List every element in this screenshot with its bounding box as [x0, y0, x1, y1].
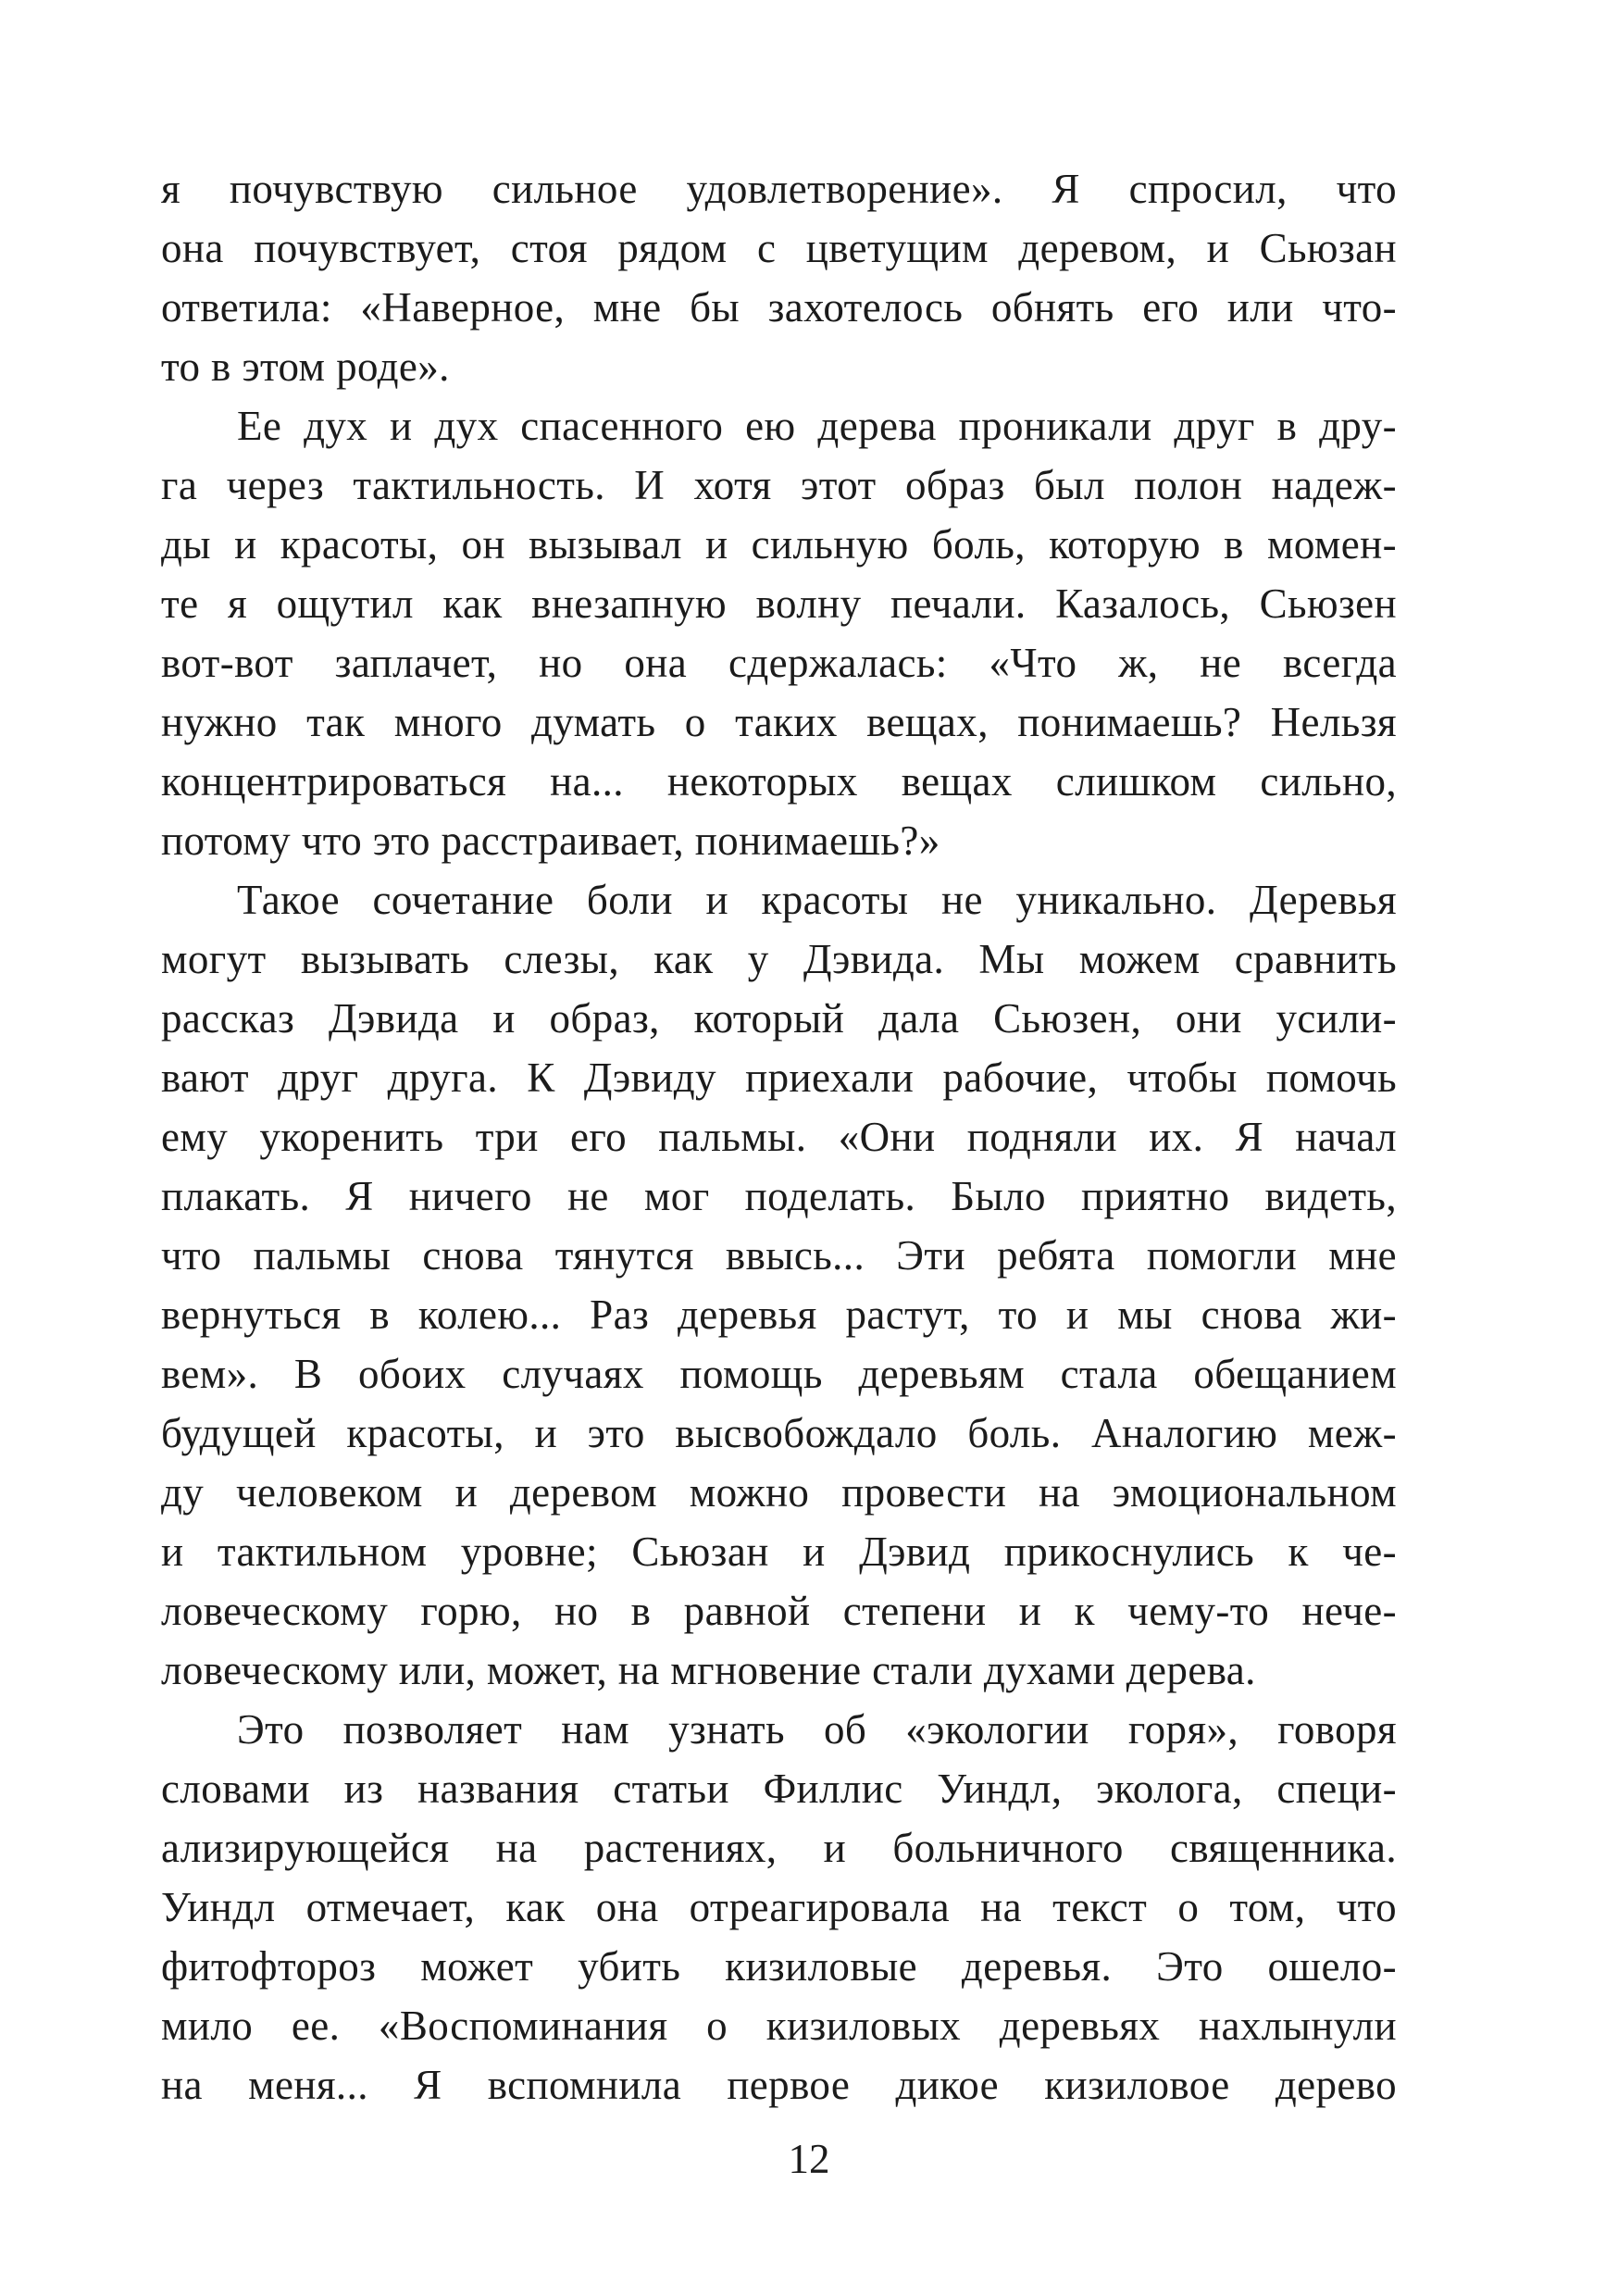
text-line: плакать. Я ничего не мог поделать. Было приятно видеть,	[161, 1173, 1397, 1219]
text-line: могут вызывать слезы, как у Дэвида. Мы можем сравнить	[161, 936, 1397, 982]
text-line: Такое сочетание боли и красоты не уникально. Деревья	[237, 877, 1397, 923]
text-line: потому что это расстраивает, понимаешь?»	[161, 817, 940, 864]
text-line: вернуться в колею... Раз деревья растут, то и мы снова жи-	[161, 1292, 1397, 1338]
text-line: ловеческому или, может, на мгновение стали духами дерева.	[161, 1647, 1256, 1693]
text-line: рассказ Дэвида и образ, который дала Сьюзен, они усили-	[161, 995, 1397, 1042]
text-line: будущей красоты, и это высвобождало боль. Аналогию меж-	[161, 1410, 1397, 1456]
text-line: ды и красоты, он вызывал и сильную боль, которую в момен-	[161, 521, 1397, 568]
text-line: я почувствую сильное удовлетворение». Я спросил, что	[161, 166, 1397, 212]
text-line: те я ощутил как внезапную волну печали. Казалось, Сьюзен	[161, 580, 1397, 627]
text-line: Ее дух и дух спасенного ею дерева проникали друг в дру-	[237, 403, 1397, 449]
text-line: ему укоренить три его пальмы. «Они подняли их. Я начал	[161, 1114, 1397, 1160]
text-line: ответила: «Наверное, мне бы захотелось обнять его или что-	[161, 284, 1397, 331]
text-line: на меня... Я вспомнила первое дикое кизиловое дерево	[161, 2062, 1397, 2108]
text-line: фитофтороз может убить кизиловые деревья. Это ошело-	[161, 1943, 1397, 1990]
text-line: Это позволяет нам узнать об «экологии горя», говоря	[237, 1706, 1397, 1753]
text-line: словами из названия статьи Филлис Уиндл, эколога, специ-	[161, 1766, 1397, 1812]
text-line: Уиндл отмечает, как она отреагировала на текст о том, что	[161, 1884, 1397, 1930]
text-line: ловеческому горю, но в равной степени и к чему-то нече-	[161, 1588, 1397, 1634]
text-line: вот-вот заплачет, но она сдержалась: «Что ж, не всегда	[161, 640, 1397, 686]
text-line: мило ее. «Воспоминания о кизиловых деревьях нахлынули	[161, 2003, 1397, 2049]
text-line: вем». В обоих случаях помощь деревьям стала обещанием	[161, 1351, 1397, 1397]
text-line: она почувствует, стоя рядом с цветущим деревом, и Сьюзан	[161, 225, 1397, 271]
text-line: нужно так много думать о таких вещах, понимаешь? Нельзя	[161, 699, 1397, 745]
text-line: и тактильном уровне; Сьюзан и Дэвид прикоснулись к че-	[161, 1529, 1397, 1575]
text-line: то в этом роде».	[161, 343, 450, 390]
text-line: вают друг друга. К Дэвиду приехали рабочие, чтобы помочь	[161, 1054, 1397, 1101]
text-line: ализирующейся на растениях, и больничного священника.	[161, 1825, 1397, 1871]
text-line: га через тактильность. И хотя этот образ был полон надеж-	[161, 462, 1397, 508]
text-line: концентрироваться на... некоторых вещах слишком сильно,	[161, 758, 1397, 805]
text-line: ду человеком и деревом можно провести на эмоциональном	[161, 1469, 1397, 1516]
page-number: 12	[788, 2136, 830, 2182]
text-line: что пальмы снова тянутся ввысь... Эти ребята помогли мне	[161, 1232, 1397, 1279]
